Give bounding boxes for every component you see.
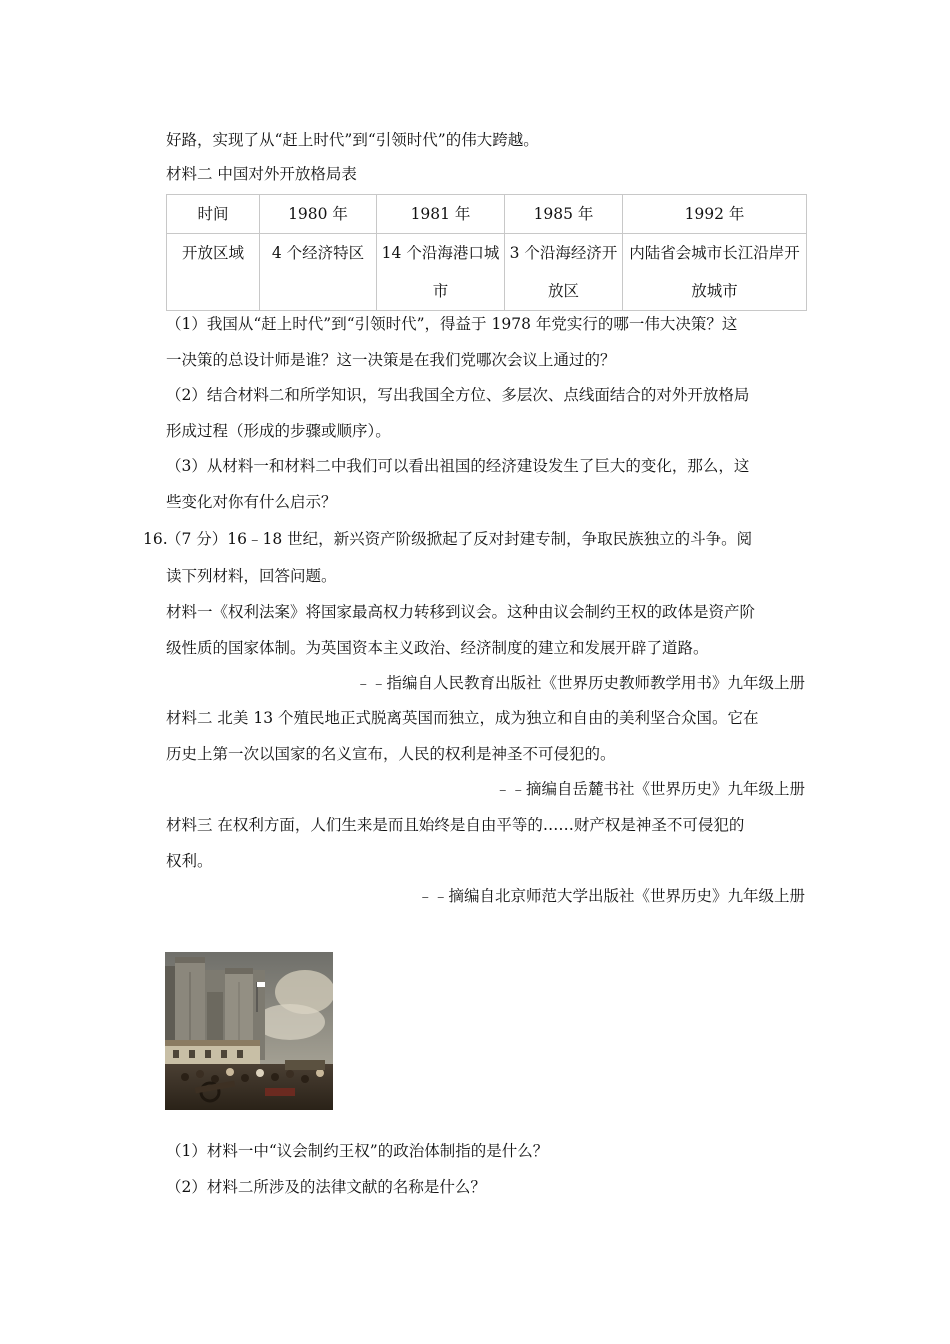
q15-1-line1: （1）我国从“赶上时代”到“引领时代”，得益于 1978 年党实行的哪一伟大决策？这 bbox=[166, 315, 738, 333]
table-row bbox=[167, 234, 807, 311]
material3-line1: 材料三 在权利方面，人们生来是而且始终是自由平等的……财产权是神圣不可侵犯的 bbox=[166, 816, 745, 834]
table-year: 1985 年 bbox=[505, 195, 623, 234]
q16-stem-line1: （7 分）16﹣18 世纪，新兴资产阶级掀起了反对封建专制，争取民族独立的斗争。阅 bbox=[166, 530, 753, 548]
table-row bbox=[167, 195, 807, 234]
q15-1-line2: 一决策的总设计师是谁？这一决策是在我们党哪次会议上通过的？ bbox=[166, 351, 616, 369]
material2-line1: 材料二 北美 13 个殖民地正式脱离英国而独立，成为独立和自由的美利坚合众国。它在 bbox=[166, 709, 759, 727]
material2-source: ﹣﹣摘编自岳麓书社《世界历史》九年级上册 bbox=[494, 780, 805, 798]
q15-2-line2: 形成过程（形成的步骤或顺序）。 bbox=[166, 422, 391, 440]
material3-line2: 权利。 bbox=[166, 852, 213, 870]
q16-number: 16. bbox=[143, 530, 168, 548]
intro-tail: 好路，实现了从“赶上时代”到“引领时代”的伟大跨越。 bbox=[166, 131, 539, 149]
table-cell: 14 个沿海港口城市 bbox=[377, 234, 505, 311]
material3-source: ﹣﹣摘编自北京师范大学出版社《世界历史》九年级上册 bbox=[417, 887, 805, 905]
q15-2-line1: （2）结合材料二和所学知识，写出我国全方位、多层次、点线面结合的对外开放格局 bbox=[166, 386, 750, 404]
table-cell: 内陆省会城市长江沿岸开放城市 bbox=[623, 234, 807, 311]
material1-line1: 材料一《权利法案》将国家最高权力转移到议会。这种由议会制约王权的政体是资产阶 bbox=[166, 603, 756, 621]
table-year: 1980 年 bbox=[260, 195, 377, 234]
table-year: 1992 年 bbox=[623, 195, 807, 234]
material2-title: 材料二 中国对外开放格局表 bbox=[166, 165, 357, 183]
material1-line2: 级性质的国家体制。为英国资本主义政治、经济制度的建立和发展开辟了道路。 bbox=[166, 639, 709, 657]
bastille-painting bbox=[165, 952, 333, 1110]
q15-3-line1: （3）从材料一和材料二中我们可以看出祖国的经济建设发生了巨大的变化，那么，这 bbox=[166, 457, 750, 475]
table-row-label: 开放区域 bbox=[167, 234, 260, 311]
q16-2: （2）材料二所涉及的法律文献的名称是什么？ bbox=[166, 1178, 486, 1196]
q16-1: （1）材料一中“议会制约王权”的政治体制指的是什么？ bbox=[166, 1142, 549, 1160]
table-cell: 4 个经济特区 bbox=[260, 234, 377, 311]
table-cell: 3 个沿海经济开放区 bbox=[505, 234, 623, 311]
q16-stem-line2: 读下列材料，回答问题。 bbox=[166, 567, 337, 585]
opening-table bbox=[166, 194, 807, 311]
q15-3-line2: 些变化对你有什么启示？ bbox=[166, 493, 337, 511]
material1-source: ﹣﹣指编自人民教育出版社《世界历史教师教学用书》九年级上册 bbox=[355, 674, 805, 692]
table-year: 1981 年 bbox=[377, 195, 505, 234]
material2-line2: 历史上第一次以国家的名义宣布，人民的权利是神圣不可侵犯的。 bbox=[166, 745, 616, 763]
table-header-label: 时间 bbox=[167, 195, 260, 234]
